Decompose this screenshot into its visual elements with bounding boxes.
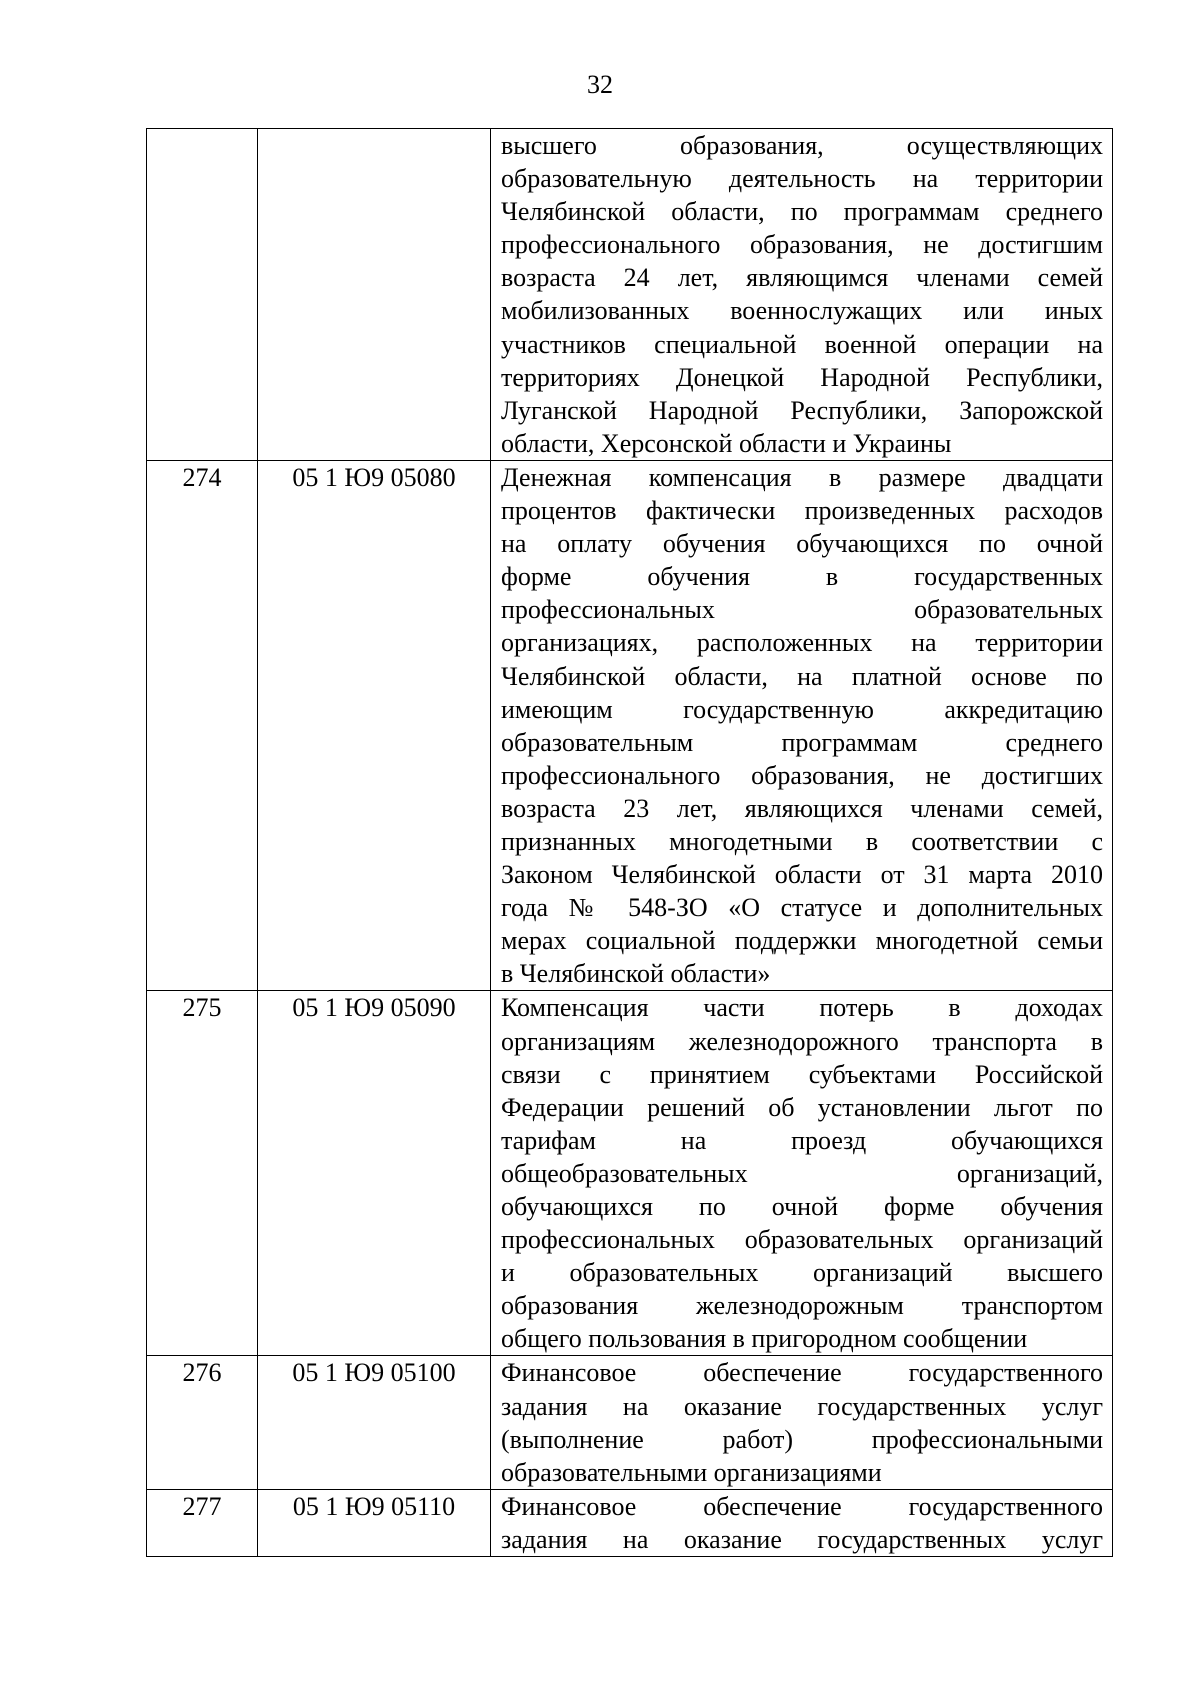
table-row	[147, 460, 1113, 991]
description-line: организациях, расположенных на территории	[501, 628, 1103, 658]
description-line: профессионального образования, не достигших	[501, 760, 1103, 790]
description-line: образовательным программам среднего	[501, 727, 1103, 757]
description-line: имеющим государственную аккредитацию	[501, 694, 1103, 724]
description-line: задания на оказание государственных услуг	[501, 1391, 1103, 1421]
description-line: года № 548-ЗО «О статусе и дополнительных	[501, 893, 1103, 923]
description-line: форме обучения в государственных	[501, 562, 1103, 592]
description-line: организациям железнодорожного транспорта в	[501, 1026, 1103, 1056]
description-line: Финансовое обеспечение государственного	[501, 1358, 1103, 1388]
description-line: (выполнение работ) профессиональными	[501, 1424, 1103, 1454]
description-line: образовательными организациями	[501, 1457, 882, 1487]
description-line: Челябинской области, на платной основе по	[501, 661, 1103, 691]
description-line: общего пользования в пригородном сообщении	[501, 1324, 1028, 1354]
description-line: и образовательных организаций высшего	[501, 1258, 1103, 1288]
page-number: 32	[587, 70, 613, 99]
description-line: общеобразовательных организаций,	[501, 1158, 1103, 1188]
table-body	[147, 129, 1113, 1557]
target-code-cell: 05 1 Ю9 05090	[258, 991, 491, 1356]
description-line: возраста 23 лет, являющихся членами семей,	[501, 793, 1103, 823]
description-line: территориях Донецкой Народной Республики,	[501, 362, 1103, 392]
description-line: профессионального образования, не достигшим	[501, 230, 1103, 260]
budget-classification-table	[146, 128, 1113, 1557]
description-line: Челябинской области, по программам среднего	[501, 197, 1103, 227]
table-row	[147, 1489, 1113, 1556]
table-row	[147, 129, 1113, 461]
target-code-cell: 05 1 Ю9 05110	[258, 1489, 491, 1556]
description-line: профессиональных образовательных	[501, 595, 1103, 625]
row-number-cell: 275	[147, 991, 258, 1356]
description-line: на оплату обучения обучающихся по очной	[501, 529, 1103, 559]
description-cell	[491, 991, 1113, 1356]
row-number-cell: 277	[147, 1489, 258, 1556]
table-row	[147, 991, 1113, 1356]
description-line: мерах социальной поддержки многодетной семьи	[501, 926, 1103, 956]
description-line: Законом Челябинской области от 31 марта 2010	[501, 860, 1103, 890]
description-line: Финансовое обеспечение государственного	[501, 1491, 1103, 1521]
target-code-cell: 05 1 Ю9 05100	[258, 1356, 491, 1489]
description-line: возраста 24 лет, являющимся членами семей	[501, 263, 1103, 293]
description-line: Компенсация части потерь в доходах	[501, 993, 1103, 1023]
row-number-cell	[147, 129, 258, 461]
description-line: Денежная компенсация в размере двадцати	[501, 462, 1103, 492]
description-line: образовательную деятельность на территории	[501, 164, 1103, 194]
table-row	[147, 1356, 1113, 1489]
description-line: процентов фактически произведенных расходов	[501, 496, 1103, 526]
description-line: связи с принятием субъектами Российской	[501, 1059, 1103, 1089]
description-cell	[491, 460, 1113, 991]
description-cell	[491, 1356, 1113, 1489]
row-number-cell: 276	[147, 1356, 258, 1489]
target-code-cell	[258, 129, 491, 461]
description-cell	[491, 1489, 1113, 1556]
description-line: в Челябинской области»	[501, 959, 771, 989]
description-cell	[491, 129, 1113, 461]
description-line: задания на оказание государственных услуг	[501, 1524, 1103, 1554]
description-line: тарифам на проезд обучающихся	[501, 1125, 1103, 1155]
description-line: признанных многодетными в соответствии с	[501, 826, 1103, 856]
description-line: Федерации решений об установлении льгот по	[501, 1092, 1103, 1122]
description-line: обучающихся по очной форме обучения	[501, 1192, 1103, 1221]
description-line: высшего образования, осуществляющих	[501, 131, 1103, 160]
description-line: участников специальной военной операции на	[501, 329, 1103, 359]
description-line: Луганской Народной Республики, Запорожской	[501, 395, 1103, 425]
description-line: мобилизованных военнослужащих или иных	[501, 296, 1103, 326]
row-number-cell: 274	[147, 460, 258, 991]
description-line: профессиональных образовательных организаций	[501, 1225, 1103, 1255]
description-line: области, Херсонской области и Украины	[501, 428, 952, 458]
description-line: образования железнодорожным транспортом	[501, 1291, 1103, 1321]
target-code-cell: 05 1 Ю9 05080	[258, 460, 491, 991]
